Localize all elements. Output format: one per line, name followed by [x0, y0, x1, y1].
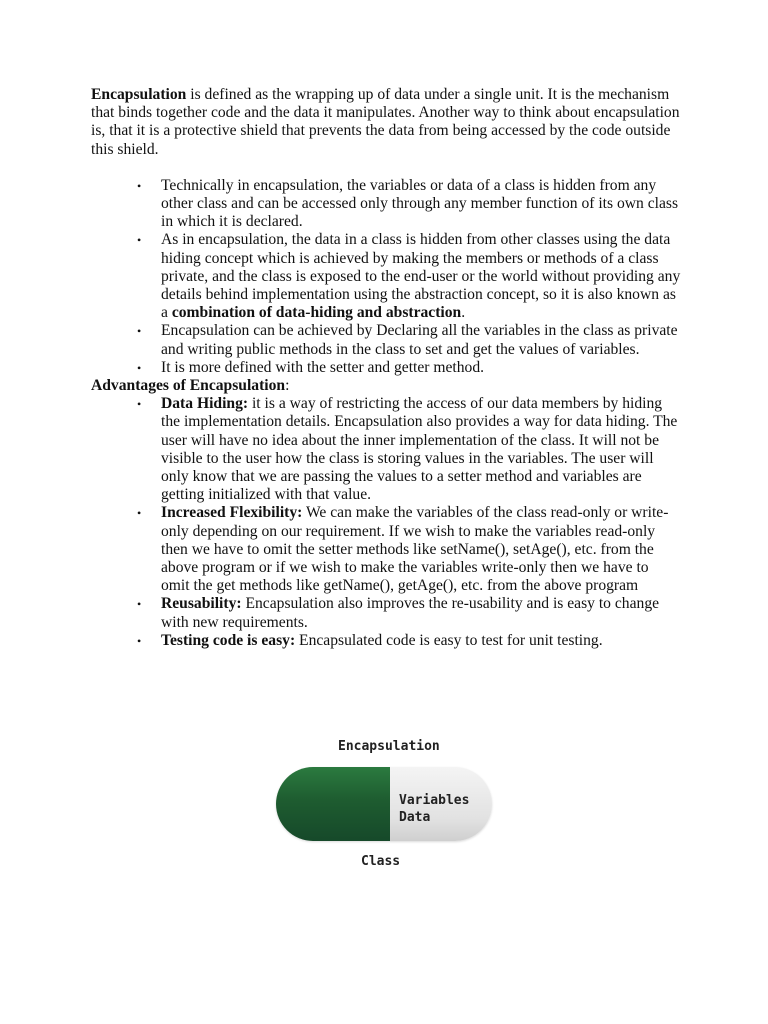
- list-item-text: Encapsulation can be achieved by Declaring all the variables in the class as private and writing public methods in the class to set and get the values of variables.: [161, 322, 678, 358]
- list-item-text: It is more defined with the setter and getter method.: [161, 358, 485, 376]
- advantage-text: We can make the variables of the class read-only or write-only depending on our requirement. If we wish to make the variables read-only then we have to omit the setter methods like setName(), setAge(), etc. from the above program or if we wish to make the variables write-only then we have to omit the get methods like getName(), getAge(), etc. from the above program: [161, 504, 669, 595]
- bullet-icon: •: [137, 178, 142, 193]
- bullet-icon: •: [137, 633, 142, 648]
- diagram-caption: Class: [361, 854, 401, 869]
- advantage-text: it is a way of restricting the access of our data members by hiding the implementation details. Encapsulation also provides a way for data hiding. The user will have no idea about the inner implementation of the class. It will not be visible to the user how the class is storing values in the variables. The user will only know that we are passing the values to a setter method and variables are getting initialized with that value.: [161, 395, 678, 504]
- bullet-list: [91, 177, 681, 377]
- capsule-graphic: [276, 767, 492, 841]
- list-item-text: As in encapsulation, the data in a class is hidden from other classes using the data hiding concept which is achieved by making the members or methods of a class private, and the class is exposed to the end-user or the world without providing any details behind implementation using the abstraction concept, so it is also known as a: [161, 231, 681, 322]
- advantage-label: Reusability:: [161, 595, 242, 613]
- advantage-label: Data Hiding:: [161, 395, 249, 413]
- capsule-line-variables: Variables: [399, 793, 470, 808]
- bullet-icon: •: [137, 506, 142, 521]
- advantages-heading-text: Advantages of Encapsulation: [91, 377, 286, 395]
- advantages-heading: [91, 377, 681, 395]
- list-item-bold: combination of data-hiding and abstraction: [171, 304, 462, 322]
- advantage-text: Encapsulated code is easy to test for unit testing.: [295, 631, 603, 649]
- capsule-label: [399, 792, 469, 826]
- bullet-icon: •: [137, 397, 142, 412]
- advantage-text: Encapsulation also improves the re-usability and is easy to change with new requirements.: [161, 595, 660, 631]
- advantage-label: Increased Flexibility:: [161, 504, 303, 522]
- list-item: [91, 177, 681, 232]
- bullet-icon: •: [137, 324, 142, 339]
- advantages-list: [91, 395, 681, 650]
- bullet-icon: •: [137, 233, 142, 248]
- diagram-title: Encapsulation: [338, 739, 440, 754]
- advantage-item: [91, 395, 681, 504]
- advantages-heading-suffix: :: [285, 377, 290, 395]
- intro-paragraph: [91, 86, 681, 159]
- bullet-icon: •: [137, 360, 142, 375]
- list-item-text: .: [461, 304, 466, 322]
- advantage-item: [91, 504, 681, 595]
- list-item-text: Technically in encapsulation, the variables or data of a class is hidden from any other class and can be accessed only through any member function of its own class in which it is declared.: [161, 176, 679, 231]
- list-item: [91, 231, 681, 322]
- bullet-icon: •: [137, 597, 142, 612]
- list-item: [91, 359, 681, 377]
- intro-text: is defined as the wrapping up of data under a single unit. It is the mechanism that binds together code and the data it manipulates. Another way to think about encapsulation is, that it is a protective shield that prevents the data from being accessed by the code outside this shield.: [91, 86, 680, 158]
- capsule-line-data: Data: [399, 810, 431, 825]
- advantage-item: [91, 632, 681, 650]
- intro-term: Encapsulation: [91, 86, 187, 103]
- encapsulation-diagram: [270, 735, 500, 875]
- advantage-label: Testing code is easy:: [161, 631, 296, 649]
- advantage-item: [91, 595, 681, 631]
- capsule-right-half: [390, 767, 492, 841]
- list-item: [91, 322, 681, 358]
- capsule-left-half: [276, 767, 390, 841]
- document-body: [91, 86, 681, 650]
